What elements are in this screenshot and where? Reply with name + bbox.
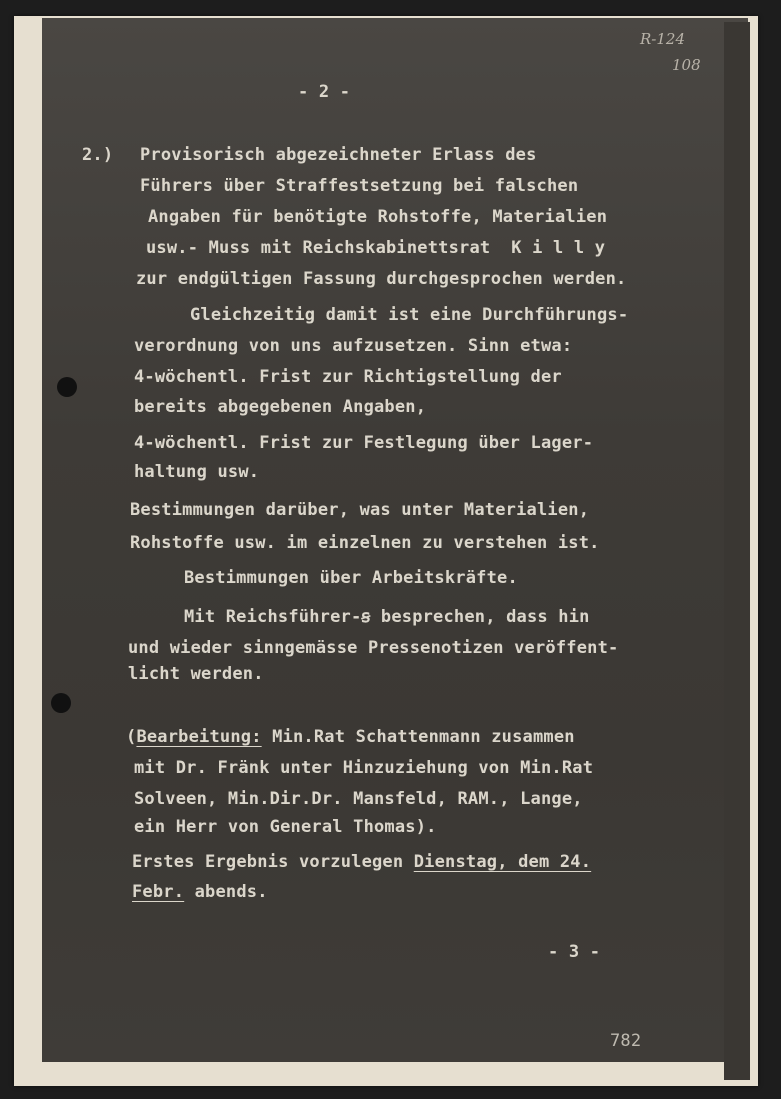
bearbeitung-line	[126, 727, 575, 747]
text-line: und wieder sinngemässe Pressenotizen veröffent-	[128, 638, 619, 658]
text-line: zur endgültigen Fassung durchgesprochen werden.	[136, 269, 627, 289]
text-line: licht werden.	[128, 664, 264, 684]
text-line: Führers über Straffestsetzung bei falschen	[140, 176, 579, 196]
text-line: Provisorisch abgezeichneter Erlass des	[140, 145, 537, 165]
deadline-line	[132, 852, 591, 872]
text-line: abends.	[184, 882, 268, 902]
text-line: Bestimmungen über Arbeitskräfte.	[184, 568, 518, 588]
punch-hole-top	[57, 377, 77, 397]
text-line: verordnung von uns aufzusetzen. Sinn etwa:	[134, 336, 573, 356]
text-line: Rohstoffe usw. im einzelnen zu verstehen ist.	[130, 533, 600, 553]
text-line: Bestimmungen darüber, was unter Materialien,	[130, 500, 590, 520]
text-line: Gleichzeitig damit ist eine Durchführungs-	[190, 305, 629, 325]
text-line: 4-wöchentl. Frist zur Festlegung über Lager-	[134, 433, 594, 453]
text-line: Mit Reichsführer-ꞩ besprechen, dass hin	[184, 607, 590, 627]
text-line: 4-wöchentl. Frist zur Richtigstellung der	[134, 367, 562, 387]
text-line: haltung usw.	[134, 462, 260, 482]
text-line: usw.- Muss mit Reichskabinettsrat K i l l y	[146, 238, 606, 258]
text-line: Angaben für benötigte Rohstoffe, Materialien	[148, 207, 608, 227]
deadline-line-2	[132, 882, 268, 902]
film-edge	[724, 22, 750, 1080]
text-line: ein Herr von General Thomas).	[134, 817, 437, 837]
page-header: - 2 -	[298, 82, 351, 102]
text-line: Min.Rat Schattenmann zusammen	[272, 727, 575, 747]
item-number: 2.)	[82, 145, 114, 165]
archive-note: R-124	[640, 30, 685, 48]
text-line: bereits abgegebenen Angaben,	[134, 397, 427, 417]
deadline-day: Dienstag, dem 24.	[413, 852, 592, 872]
stamp-number: 782	[610, 1031, 642, 1051]
bearbeitung-label: Bearbeitung:	[136, 727, 262, 747]
open-paren: (	[126, 727, 137, 747]
text-line: Erstes Ergebnis vorzulegen	[132, 852, 414, 872]
deadline-month: Febr.	[132, 882, 185, 902]
punch-hole-bottom	[51, 693, 71, 713]
next-page-marker: - 3 -	[548, 942, 601, 962]
text-line: mit Dr. Fränk unter Hinzuziehung von Min.Rat	[134, 758, 594, 778]
text-line: Solveen, Min.Dir.Dr. Mansfeld, RAM., Lange,	[134, 789, 583, 809]
archive-note-page: 108	[672, 56, 701, 74]
